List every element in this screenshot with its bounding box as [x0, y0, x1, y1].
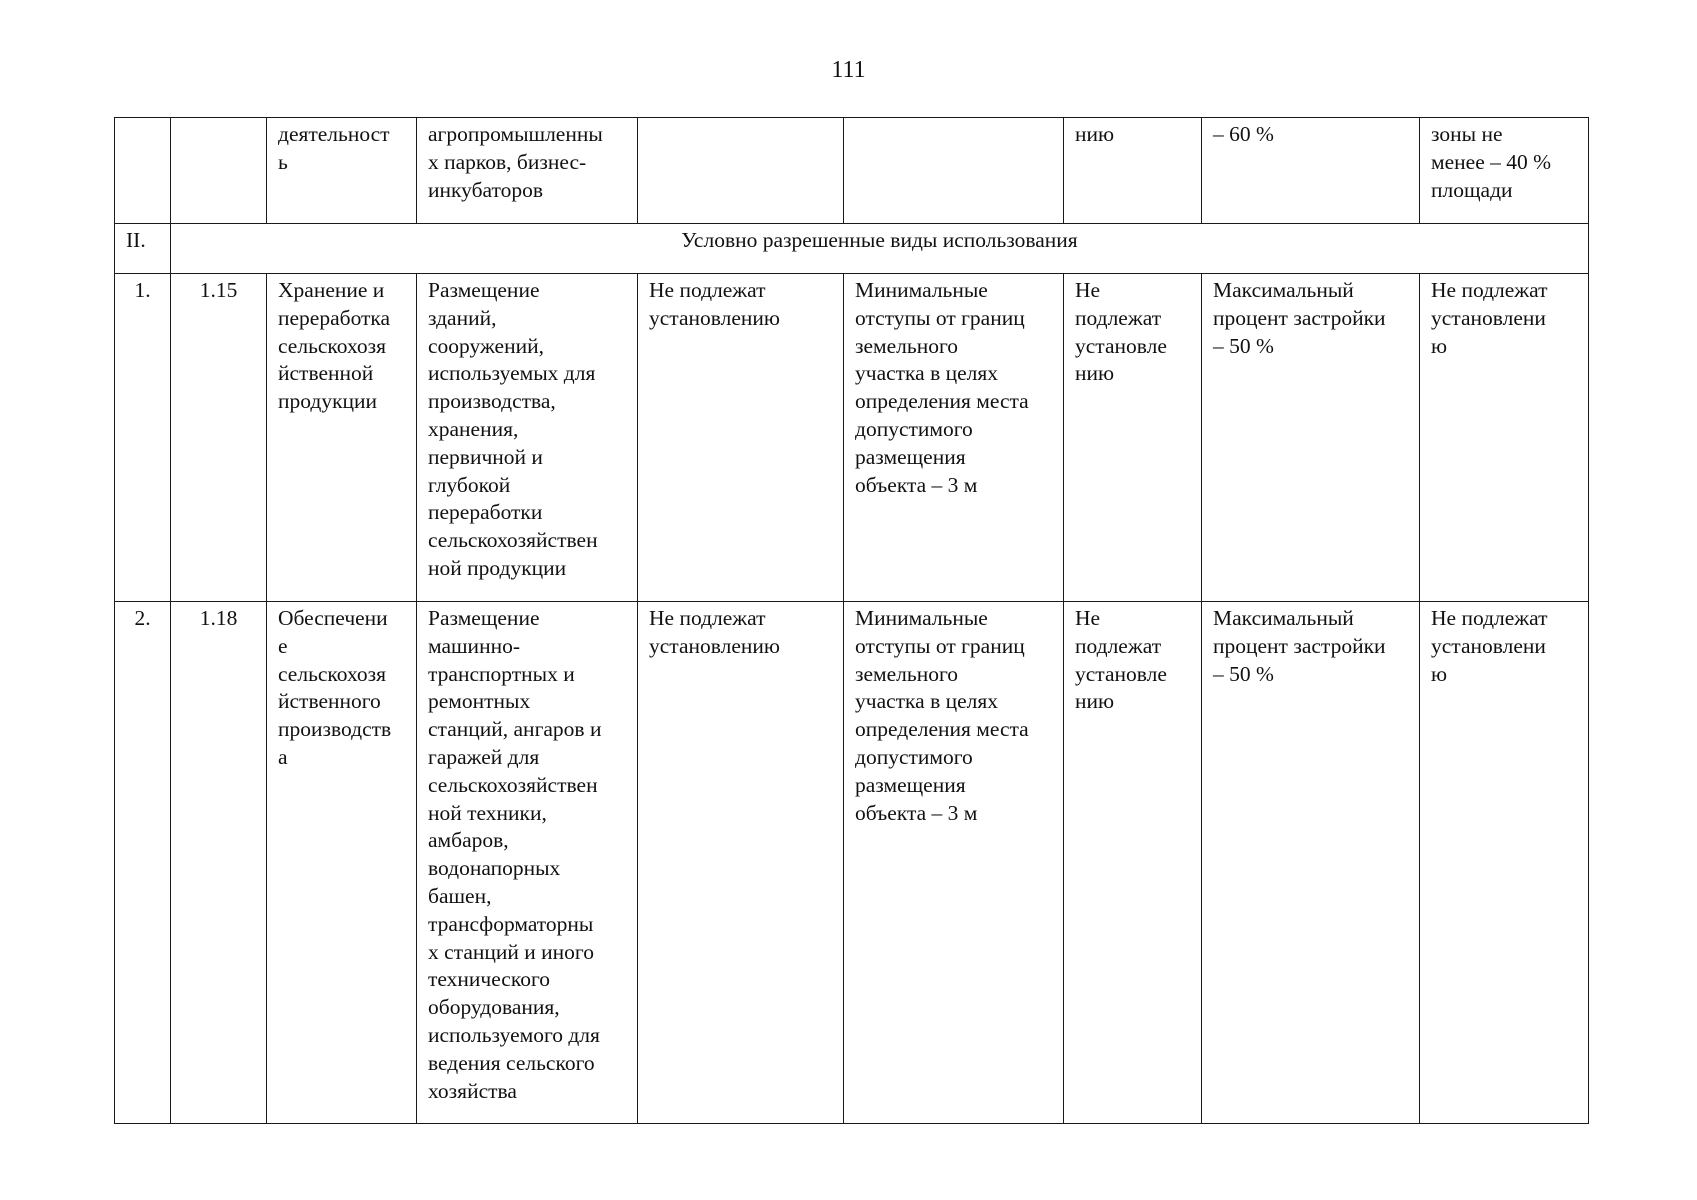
cell-code: 1.18 — [171, 602, 267, 1124]
cell-number: 1. — [115, 274, 171, 602]
cell-other: Не подлежат установлени ю — [1420, 602, 1589, 1124]
cell-plot-area — [638, 118, 844, 224]
table-row-continued — [115, 118, 1589, 224]
cell-coverage: Максимальный процент застройки – 50 % — [1202, 602, 1420, 1124]
cell-plot-area: Не подлежат установлению — [638, 602, 844, 1124]
regulations-table — [114, 117, 1589, 1124]
cell-setbacks: Минимальные отступы от границ земельного участка в целях определения места допустимого размещения объекта – 3 м — [844, 602, 1064, 1124]
page-number: 111 — [831, 57, 866, 83]
cell-other: зоны не менее – 40 % площади — [1420, 118, 1589, 224]
cell-floors: нию — [1064, 118, 1202, 224]
cell-coverage: – 60 % — [1202, 118, 1420, 224]
cell-use-name: Обеспечени е сельскохозя йственного производств а — [267, 602, 417, 1124]
cell-other: Не подлежат установлени ю — [1420, 274, 1589, 602]
cell-setbacks — [844, 118, 1064, 224]
table-row — [115, 602, 1589, 1124]
table-section-row — [115, 224, 1589, 274]
cell-setbacks: Минимальные отступы от границ земельного участка в целях определения места допустимого размещения объекта – 3 м — [844, 274, 1064, 602]
cell-code: 1.15 — [171, 274, 267, 602]
cell-floors: Не подлежат установле нию — [1064, 274, 1202, 602]
cell-use-description: Размещение зданий, сооружений, используемых для производства, хранения, первичной и глубокой переработки сельскохозяйствен ной продукции — [417, 274, 638, 602]
cell-number — [115, 118, 171, 224]
cell-plot-area: Не подлежат установлению — [638, 274, 844, 602]
section-title: Условно разрешенные виды использования — [171, 224, 1589, 274]
table-row — [115, 274, 1589, 602]
cell-use-name: деятельност ь — [267, 118, 417, 224]
cell-use-name: Хранение и переработка сельскохозя йственной продукции — [267, 274, 417, 602]
cell-use-description: агропромышленны х парков, бизнес- инкубаторов — [417, 118, 638, 224]
section-number: II. — [115, 224, 171, 274]
cell-floors: Не подлежат установле нию — [1064, 602, 1202, 1124]
cell-number: 2. — [115, 602, 171, 1124]
cell-use-description: Размещение машинно- транспортных и ремонтных станций, ангаров и гаражей для сельскохозяйствен ной техники, амбаров, водонапорных башен, трансформаторны х станций и иного технического оборудования, используемого для ведения сельского хозяйства — [417, 602, 638, 1124]
cell-coverage: Максимальный процент застройки – 50 % — [1202, 274, 1420, 602]
cell-code — [171, 118, 267, 224]
